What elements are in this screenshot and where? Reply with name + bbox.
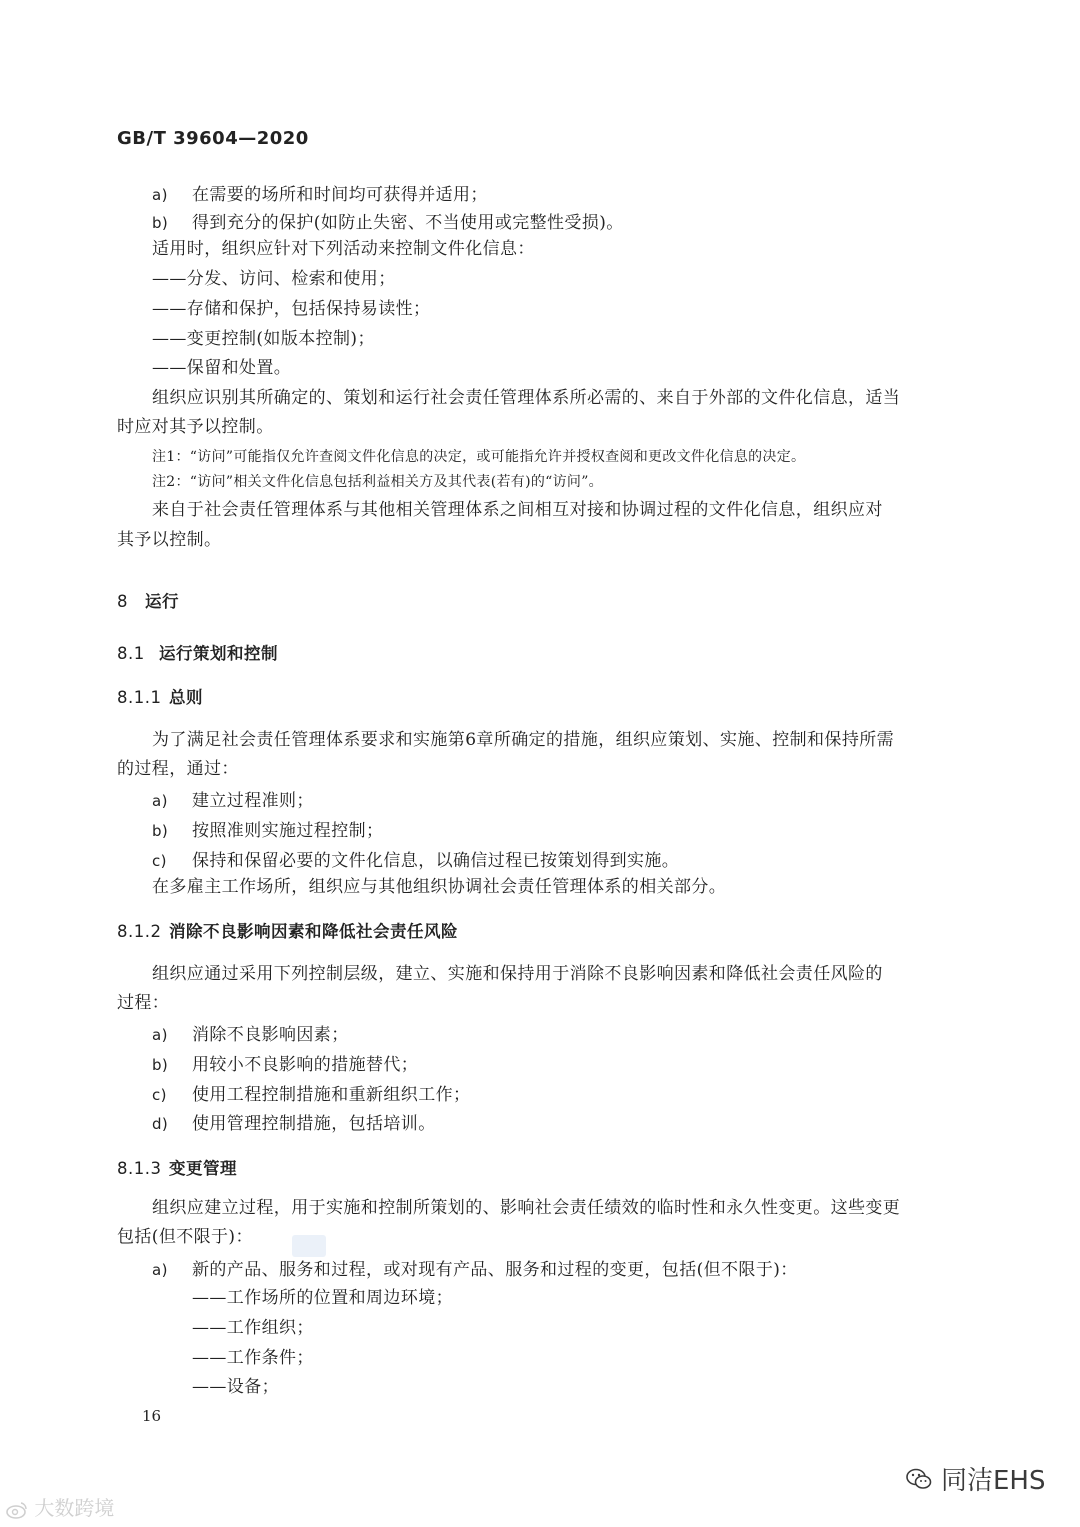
standard-number: GB/T 39604—2020: [117, 128, 309, 149]
section-title: 总则: [169, 688, 203, 707]
watermark-right: [905, 1460, 1045, 1497]
list-text: 保持和保留必要的文件化信息，以确信过程已按策划得到实施。: [192, 851, 680, 871]
list-item: [152, 1109, 436, 1134]
list-label: a): [152, 1261, 168, 1279]
list-text: 使用管理控制措施，包括培训。: [192, 1114, 436, 1134]
section-number: 8: [117, 592, 128, 611]
paragraph: 在多雇主工作场所，组织应与其他组织协调社会责任管理体系的相关部分。: [152, 877, 727, 897]
paragraph: 组织应通过采用下列控制层级，建立、实施和保持用于消除不良影响因素和降低社会责任风险的: [152, 964, 883, 984]
list-text: 在需要的场所和时间均可获得并适用；: [192, 185, 488, 205]
section-heading: [117, 1155, 237, 1179]
list-text: 使用工程控制措施和重新组织工作；: [192, 1085, 471, 1105]
list-item: [152, 180, 488, 205]
list-item: [152, 1255, 798, 1280]
note: 注2：“访问”相关文件化信息包括利益相关方及其代表(若有)的“访问”。: [152, 474, 603, 490]
page-number: 16: [142, 1407, 162, 1425]
paragraph: 时应对其予以控制。: [117, 417, 274, 437]
paragraph: 的过程，通过：: [117, 759, 239, 779]
dash-item: ——设备；: [192, 1377, 279, 1397]
paragraph: 组织应识别其所确定的、策划和运行社会责任管理体系所必需的、来自于外部的文件化信息，适当: [152, 388, 901, 408]
section-heading: [117, 684, 203, 708]
section-title: 消除不良影响因素和降低社会责任风险: [169, 922, 458, 941]
watermark-left: [6, 1492, 114, 1521]
watermark-right-text: 同洁EHS: [941, 1466, 1046, 1496]
dash-item: ——工作组织；: [192, 1318, 314, 1338]
list-label: a): [152, 186, 168, 204]
list-label: b): [152, 214, 169, 232]
list-label: c): [152, 1086, 167, 1104]
list-item: [152, 1050, 418, 1075]
faint-logo-mark: [292, 1235, 326, 1257]
list-text: 用较小不良影响的措施替代；: [192, 1055, 419, 1075]
list-item: [152, 786, 314, 811]
section-heading: [117, 640, 278, 664]
dash-item: ——存储和保护，包括保持易读性；: [152, 299, 431, 319]
list-text: 新的产品、服务和过程，或对现有产品、服务和过程的变更，包括(但不限于)：: [192, 1260, 798, 1280]
section-heading: [117, 588, 179, 612]
paragraph: 组织应建立过程，用于实施和控制所策划的、影响社会责任绩效的临时性和永久性变更。这些变更: [152, 1198, 901, 1218]
list-item: [152, 816, 383, 841]
list-label: d): [152, 1115, 169, 1133]
paragraph: 适用时，组织应针对下列活动来控制文件化信息：: [152, 239, 535, 259]
section-number: 8.1.1: [117, 688, 162, 707]
list-item: [152, 208, 624, 233]
paragraph: 其予以控制。: [117, 530, 222, 550]
list-text: 建立过程准则；: [192, 791, 314, 811]
list-label: a): [152, 1026, 168, 1044]
section-title: 运行: [145, 592, 179, 611]
wechat-icon: [905, 1467, 933, 1491]
dash-item: ——分发、访问、检索和使用；: [152, 269, 396, 289]
section-title: 运行策划和控制: [159, 644, 278, 663]
section-number: 8.1: [117, 644, 145, 663]
paragraph: 过程：: [117, 993, 170, 1013]
list-label: a): [152, 792, 168, 810]
section-heading: [117, 918, 458, 942]
section-title: 变更管理: [169, 1159, 237, 1178]
dash-item: ——保留和处置。: [152, 358, 292, 378]
dash-item: ——工作场所的位置和周边环境；: [192, 1288, 453, 1308]
list-text: 消除不良影响因素；: [192, 1025, 349, 1045]
list-item: [152, 846, 679, 871]
list-item: [152, 1080, 470, 1105]
dash-item: ——工作条件；: [192, 1348, 314, 1368]
list-item: [152, 1020, 349, 1045]
paragraph: 包括(但不限于)：: [117, 1227, 253, 1247]
watermark-left-text: 大数跨境: [34, 1496, 115, 1520]
paragraph: 来自于社会责任管理体系与其他相关管理体系之间相互对接和协调过程的文件化信息，组织应对: [152, 500, 883, 520]
weibo-icon: [6, 1496, 34, 1520]
dash-item: ——变更控制(如版本控制)；: [152, 329, 375, 349]
list-label: b): [152, 1056, 169, 1074]
list-text: 得到充分的保护(如防止失密、不当使用或完整性受损)。: [192, 213, 624, 233]
paragraph: 为了满足社会责任管理体系要求和实施第6章所确定的措施，组织应策划、实施、控制和保持所需: [152, 730, 895, 750]
section-number: 8.1.2: [117, 922, 162, 941]
section-number: 8.1.3: [117, 1159, 162, 1178]
note: 注1：“访问”可能指仅允许查阅文件化信息的决定，或可能指允许并授权查阅和更改文件化信息的决定。: [152, 449, 806, 465]
list-label: c): [152, 852, 167, 870]
list-label: b): [152, 822, 169, 840]
list-text: 按照准则实施过程控制；: [192, 821, 384, 841]
